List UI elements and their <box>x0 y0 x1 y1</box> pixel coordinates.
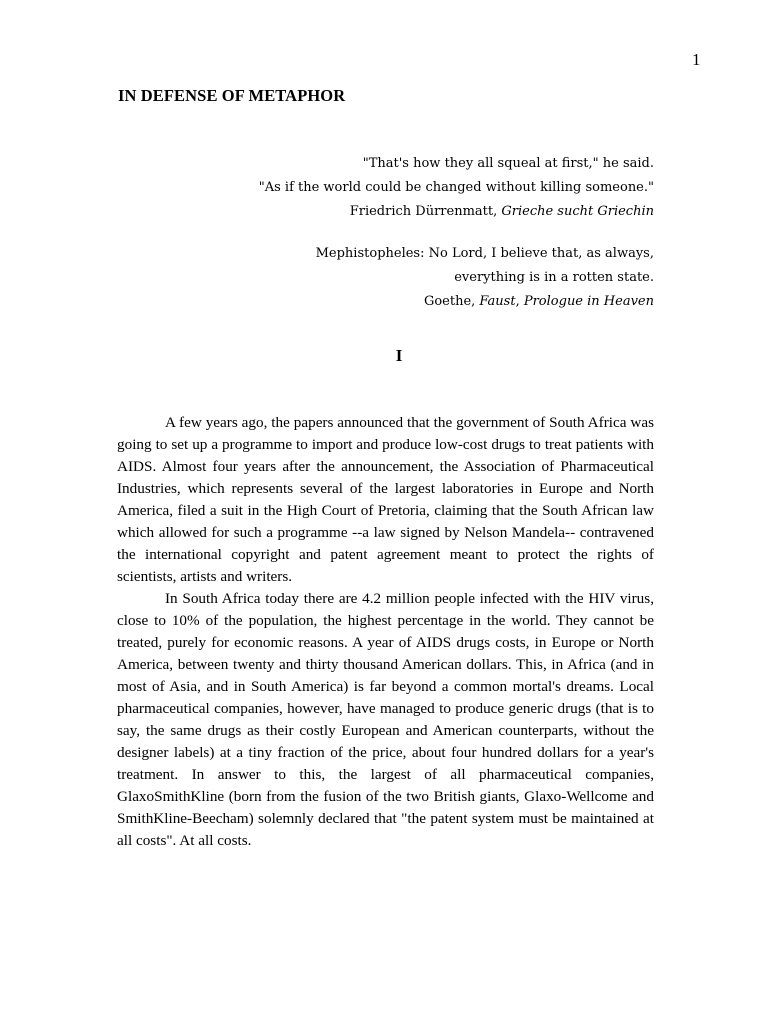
epigraph-attribution <box>259 200 654 224</box>
epigraph-line: everything is in a rotten state. <box>454 270 654 285</box>
epigraph-attribution <box>259 290 654 314</box>
epigraph-work: Faust <box>479 294 516 309</box>
body-text <box>117 412 654 852</box>
epigraph-line: Mephistopheles: No Lord, I believe that, as always, <box>315 246 654 261</box>
paragraph: A few years ago, the papers announced that the government of South Africa was going to set up a programme to import and produce low-cost drugs to treat patients with AIDS. Almost four years after the announcement, the Association of Pharmaceutical Industries, which represents several of the largest laboratories in Europe and North America, filed a suit in the High Court of Pretoria, claiming that the South African law which allowed for such a programme --a law signed by Nelson Mandela-- contravened the international copyright and patent agreement meant to protect the rights of scientists, artists and writers. <box>117 414 654 585</box>
epigraph-durrenmatt <box>259 152 654 224</box>
epigraph-line: "As if the world could be changed without killing someone." <box>258 180 654 195</box>
document-title: IN DEFENSE OF METAPHOR <box>118 86 346 105</box>
page-number: 1 <box>692 50 701 69</box>
epigraph-author: Goethe, <box>423 294 480 309</box>
section-heading: I <box>395 346 403 365</box>
epigraph-author: Friedrich Dürrenmatt, <box>349 204 502 219</box>
epigraph-goethe <box>259 242 654 314</box>
epigraphs <box>259 152 654 314</box>
epigraph-work: Grieche sucht Griechin <box>501 204 654 219</box>
epigraph-work-separator: , <box>515 294 524 309</box>
epigraph-line: "That's how they all squeal at first," he said. <box>362 156 654 171</box>
paragraph: In South Africa today there are 4.2 million people infected with the HIV virus, close to 10% of the population, the highest percentage in the world. They cannot be treated, purely for economic reasons. A year of AIDS drugs costs, in Europe or North America, between twenty and thirty thousand American dollars. This, in Africa (and in most of Asia, and in South America) is far beyond a common mortal's dreams. Local pharmaceutical companies, however, have managed to produce generic drugs (that is to say, the same drugs as their costly European and American counterparts, without the designer labels) at a tiny fraction of the price, about four hundred dollars for a year's treatment. In answer to this, the largest of all pharmaceutical companies, GlaxoSmithKline (born from the fusion of the two British giants, Glaxo-Wellcome and SmithKline-Beecham) solemnly declared that "the patent system must be maintained at all costs". At all costs. <box>117 590 654 849</box>
epigraph-work-part: Prologue in Heaven <box>523 294 654 309</box>
